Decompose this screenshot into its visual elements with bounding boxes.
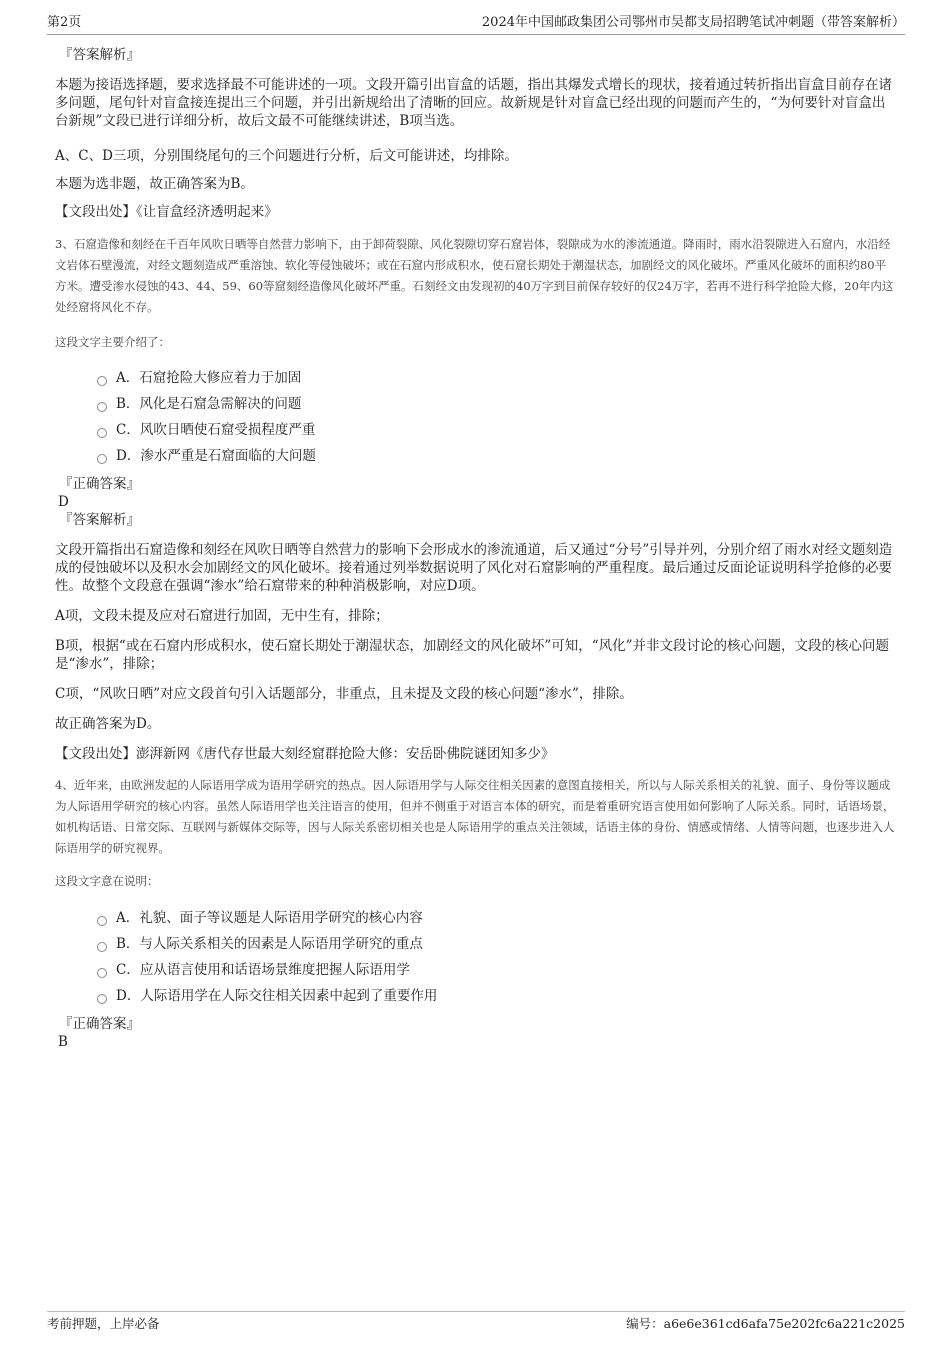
correct-answer-label: 『正确答案』 bbox=[59, 1016, 140, 1032]
radio-icon[interactable] bbox=[97, 428, 107, 438]
analysis-paragraph: B项，根据“或在石窟内形成积水，使石窟长期处于潮湿状态，加剧经文的风化破坏”可知，“风化”并非文段讨论的核心问题，文段的核心问题是“渗水”，排除； bbox=[55, 638, 890, 672]
options-list bbox=[97, 365, 897, 469]
radio-icon[interactable] bbox=[97, 994, 107, 1004]
analysis-paragraph: C项，“风吹日晒”对应文段首句引入话题部分，非重点，且未提及文段的核心问题“渗水”，排除。 bbox=[55, 686, 633, 702]
option-b[interactable]: B． 风化是石窟急需解决的问题 bbox=[97, 391, 897, 417]
footer-slogan: 考前押题，上岸必备 bbox=[47, 1316, 160, 1331]
correct-answer: B bbox=[58, 1034, 68, 1050]
page-number: 第2页 bbox=[47, 15, 82, 30]
radio-icon[interactable] bbox=[97, 376, 107, 386]
analysis-paragraph: 文段开篇指出石窟造像和刻经在风吹日晒等自然营力的影响下会形成水的渗流通道，后又通过“分号”引导并列，分别介绍了雨水对经文题刻造成的侵蚀破坏以及积水会加剧经文的风化破坏。接着通过列举数据说明了风化对石窟影响的严重程度。最后通过反面论证说明科学抢修的必要性。故整个文段意在强调“渗水”给石窟带来的种种消极影响，对应D项。 bbox=[55, 542, 893, 594]
analysis-paragraph: 本题为接语选择题，要求选择最不可能讲述的一项。文段开篇引出盲盒的话题，指出其爆发式增长的现状，接着通过转折指出盲盒目前存在诸多问题，尾句针对盲盒接连提出三个问题，并引出新规给出了清晰的回应。故新规是针对盲盒已经出现的问题而产生的，“为何要针对盲盒出台新规”文段已进行详细分析，故后文最不可能继续讲述，B项当选。 bbox=[55, 77, 892, 129]
radio-icon[interactable] bbox=[97, 942, 107, 952]
option-c[interactable]: C． 应从语言使用和话语场景维度把握人际语用学 bbox=[97, 957, 897, 983]
correct-answer: D bbox=[58, 494, 69, 510]
document-body bbox=[55, 46, 897, 1051]
analysis-paragraph: 本题为选非题，故正确答案为B。 bbox=[55, 176, 254, 192]
option-d[interactable]: D． 渗水严重是石窟面临的大问题 bbox=[97, 443, 897, 469]
options-list bbox=[97, 905, 897, 1009]
correct-answer-label: 『正确答案』 bbox=[59, 476, 140, 492]
analysis-label: 『答案解析』 bbox=[59, 47, 140, 63]
radio-icon[interactable] bbox=[97, 454, 107, 464]
analysis-label: 『答案解析』 bbox=[59, 512, 140, 528]
document-title: 2024年中国邮政集团公司鄂州市吴都支局招聘笔试冲刺题（带答案解析） bbox=[481, 15, 905, 30]
question-prompt: 这段文字主要介绍了： bbox=[55, 335, 170, 349]
page-footer bbox=[47, 1311, 905, 1334]
analysis-paragraph: 故正确答案为D。 bbox=[55, 716, 161, 732]
radio-icon[interactable] bbox=[97, 968, 107, 978]
question-text: 4、近年来，由欧洲发起的人际语用学成为语用学研究的热点。因人际语用学与人际交往相关因素的意图直接相关，所以与人际关系相关的礼貌、面子、身份等议题成为人际语用学研究的核心内容。虽然人际语用学也关注语言的使用，但并不侧重于对语言本体的研究，而是着重研究语言使用如何影响了人际关系。同时，话语场景，如机构话语、日常交际、互联网与新媒体交际等，因与人际关系密切相关也是人际语用学的重点关注领域，话语主体的身份、情感或情绪、人情等问题，也逐步进入人际语用学的研究视界。 bbox=[55, 778, 895, 855]
analysis-paragraph: A、C、D三项，分别围绕尾句的三个问题进行分析，后文可能讲述，均排除。 bbox=[55, 148, 518, 164]
option-a[interactable]: A． 礼貌、面子等议题是人际语用学研究的核心内容 bbox=[97, 905, 897, 931]
document-serial: 编号：a6e6e361cd6afa75e202fc6a221c2025 bbox=[626, 1316, 905, 1331]
radio-icon[interactable] bbox=[97, 916, 107, 926]
passage-source: 【文段出处】澎湃新网《唐代存世最大刻经窟群抢险大修：安岳卧佛院谜团知多少》 bbox=[55, 746, 555, 762]
passage-source: 【文段出处】《让盲盒经济透明起来》 bbox=[55, 204, 278, 220]
radio-icon[interactable] bbox=[97, 402, 107, 412]
analysis-paragraph: A项，文段未提及应对石窟进行加固，无中生有，排除； bbox=[55, 608, 389, 624]
option-c[interactable]: C． 风吹日晒使石窟受损程度严重 bbox=[97, 417, 897, 443]
page-header bbox=[47, 14, 905, 35]
option-d[interactable]: D． 人际语用学在人际交往相关因素中起到了重要作用 bbox=[97, 983, 897, 1009]
question-prompt: 这段文字意在说明： bbox=[55, 874, 159, 888]
option-a[interactable]: A． 石窟抢险大修应着力于加固 bbox=[97, 365, 897, 391]
option-b[interactable]: B． 与人际关系相关的因素是人际语用学研究的重点 bbox=[97, 931, 897, 957]
question-text: 3、石窟造像和刻经在千百年风吹日晒等自然营力影响下，由于卸荷裂隙、风化裂隙切穿石窟岩体，裂隙成为水的渗流通道。降雨时，雨水沿裂隙进入石窟内，水沿经文岩体石壁漫流，对经文题刻造成严重溶蚀、软化等侵蚀破坏；或在石窟内形成积水，使石窟长期处于潮湿状态，加剧经文的风化破坏。严重风化破坏的面积约80平方米。遭受渗水侵蚀的43、44、59、60等窟刻经造像风化破坏严重。石刻经文由发现初的40万字到目前保存较好的仅24万字，若再不进行科学抢险大修，20年内这处经窟将风化不存。 bbox=[55, 237, 894, 314]
